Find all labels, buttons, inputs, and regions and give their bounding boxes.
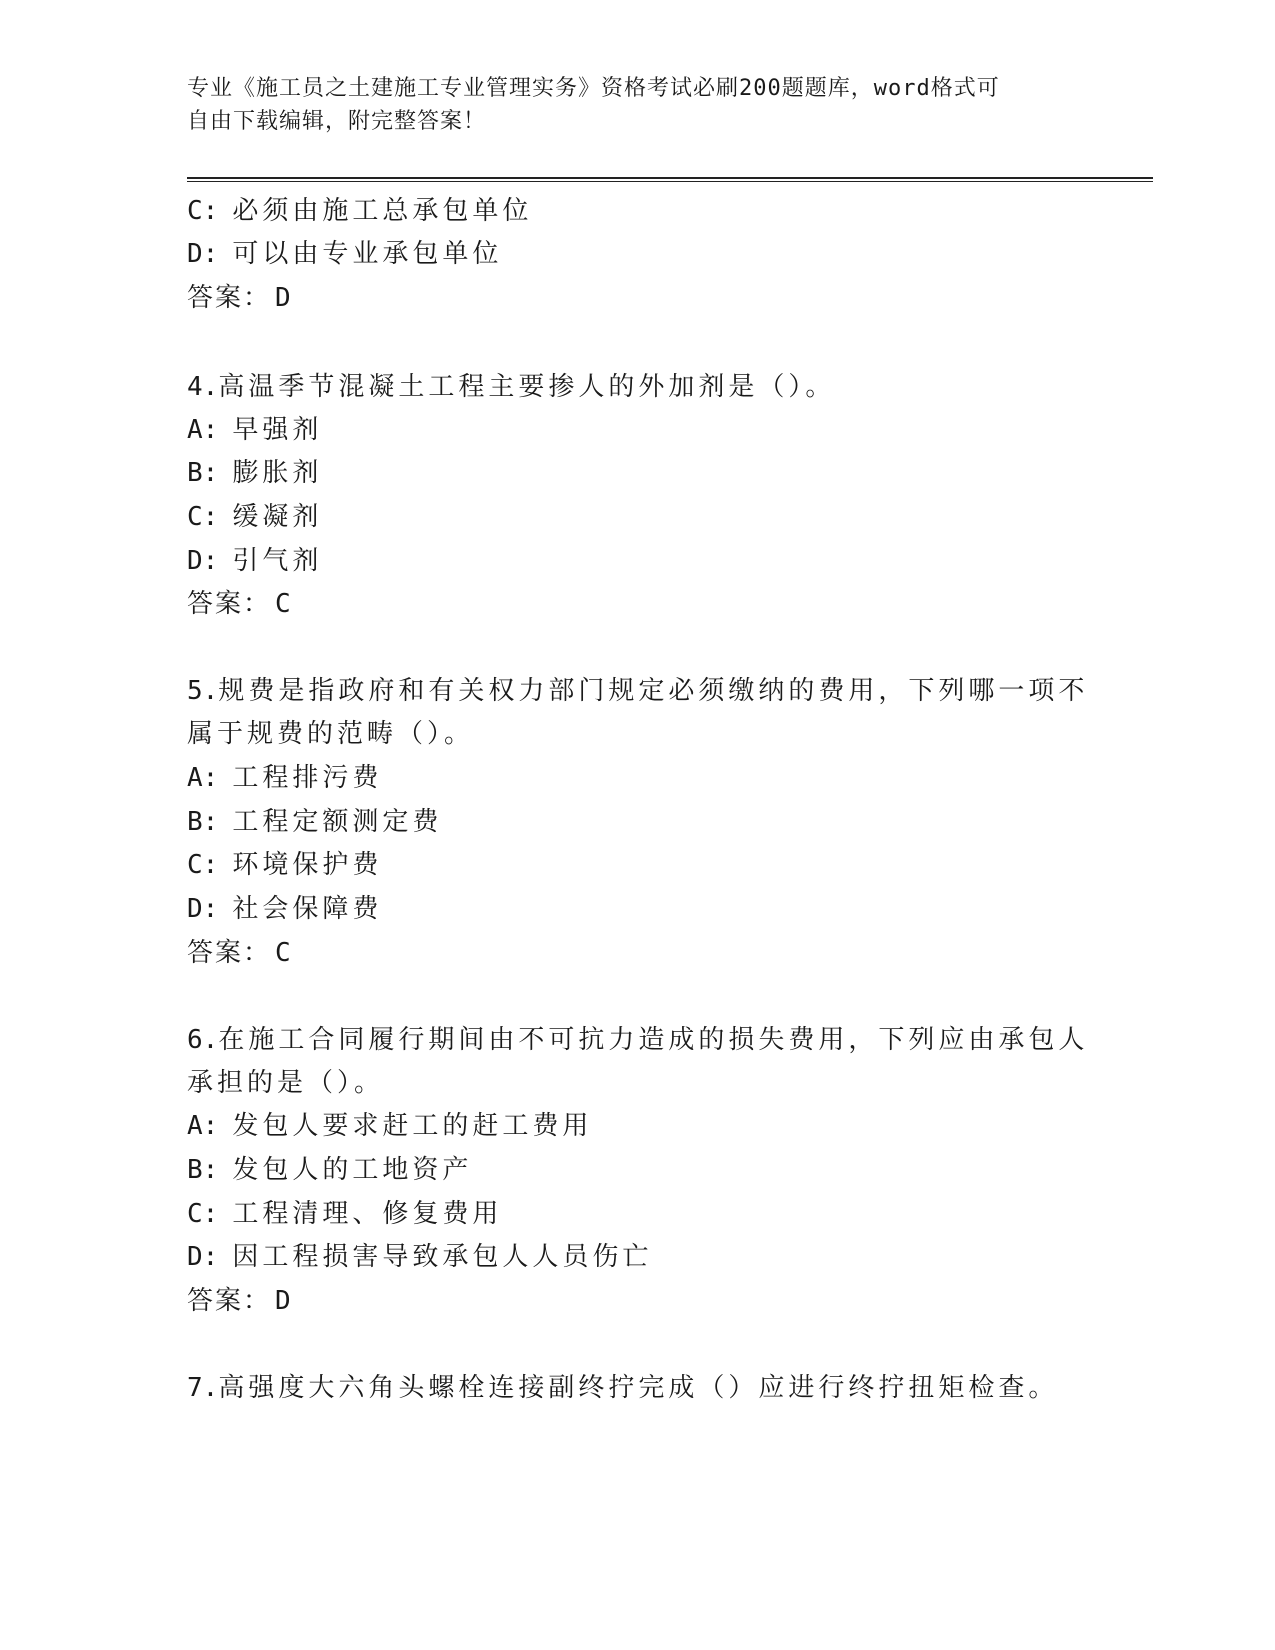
option-text: 可以由专业承包单位 [232, 239, 503, 269]
question-number: 6. [187, 1025, 219, 1055]
option-line [187, 496, 322, 533]
question-text-line: 高强度大六角头螺栓连接副终拧完成（）应进行终拧扭矩检查。 [218, 1373, 1059, 1403]
option-key: B: [187, 1155, 219, 1185]
answer-line [187, 277, 293, 314]
option-text: 引气剂 [232, 546, 323, 576]
option-line [187, 233, 502, 270]
question-text-continued [187, 713, 474, 750]
option-key: C: [187, 196, 219, 226]
option-text: 工程清理、修复费用 [232, 1199, 503, 1229]
option-text: 社会保障费 [232, 894, 383, 924]
option-line [187, 409, 322, 446]
option-line [187, 1193, 502, 1230]
question-number: 4. [187, 372, 219, 402]
option-line [187, 452, 322, 489]
answer-label: 答案： [187, 589, 272, 619]
header-line-2: 自由下载编辑，附完整答案！ [187, 109, 487, 134]
option-line [187, 844, 382, 881]
option-key: D: [187, 1242, 219, 1272]
option-text: 环境保护费 [232, 850, 383, 880]
header-rule-thin [187, 181, 1153, 182]
option-text: 早强剂 [232, 415, 323, 445]
option-key: D: [187, 546, 219, 576]
answer-label: 答案： [187, 283, 272, 313]
option-text: 因工程损害导致承包人人员伤亡 [232, 1242, 653, 1272]
option-text: 发包人的工地资产 [232, 1155, 473, 1185]
option-key: C: [187, 1199, 219, 1229]
question-text-line: 高温季节混凝土工程主要掺人的外加剂是（）。 [218, 372, 836, 402]
option-line [187, 801, 442, 838]
answer-label: 答案： [187, 938, 272, 968]
option-key: B: [187, 807, 219, 837]
question-text [187, 1019, 1088, 1056]
question-text-continued [187, 1062, 384, 1099]
question-number: 7. [187, 1373, 219, 1403]
option-key: D: [187, 239, 219, 269]
answer-value: C [275, 938, 293, 968]
option-text: 工程定额测定费 [232, 807, 443, 837]
question-text [187, 366, 835, 403]
document-header [187, 72, 1067, 138]
option-line [187, 888, 382, 925]
question-text-line: 属于规费的范畴（）。 [187, 719, 475, 749]
question-text [187, 670, 1088, 707]
header-line-1: 专业《施工员之土建施工专业管理实务》资格考试必刷200题题库，word格式可 [187, 76, 1000, 101]
option-line [187, 757, 382, 794]
answer-value: C [275, 589, 293, 619]
option-text: 发包人要求赶工的赶工费用 [232, 1111, 593, 1141]
option-line [187, 1105, 592, 1142]
option-key: D: [187, 894, 219, 924]
option-line [187, 540, 322, 577]
question-text-line: 在施工合同履行期间由不可抗力造成的损失费用，下列应由承包人 [218, 1025, 1089, 1055]
option-line [187, 190, 532, 227]
option-key: A: [187, 763, 219, 793]
question-number: 5. [187, 676, 219, 706]
option-key: A: [187, 1111, 219, 1141]
answer-line [187, 583, 293, 620]
answer-line [187, 932, 293, 969]
option-key: A: [187, 415, 219, 445]
question-text-line: 承担的是（）。 [187, 1068, 385, 1098]
header-rule-thick [187, 177, 1153, 179]
question-text [187, 1367, 1058, 1404]
option-line [187, 1149, 472, 1186]
answer-value: D [275, 283, 293, 313]
option-key: B: [187, 458, 219, 488]
question-text-line: 规费是指政府和有关权力部门规定必须缴纳的费用，下列哪一项不 [218, 676, 1089, 706]
option-text: 工程排污费 [232, 763, 383, 793]
option-line [187, 1236, 652, 1273]
answer-value: D [275, 1286, 293, 1316]
option-text: 膨胀剂 [232, 458, 323, 488]
answer-label: 答案： [187, 1286, 272, 1316]
answer-line [187, 1280, 293, 1317]
option-text: 必须由施工总承包单位 [232, 196, 533, 226]
option-key: C: [187, 502, 219, 532]
option-text: 缓凝剂 [232, 502, 323, 532]
option-key: C: [187, 850, 219, 880]
